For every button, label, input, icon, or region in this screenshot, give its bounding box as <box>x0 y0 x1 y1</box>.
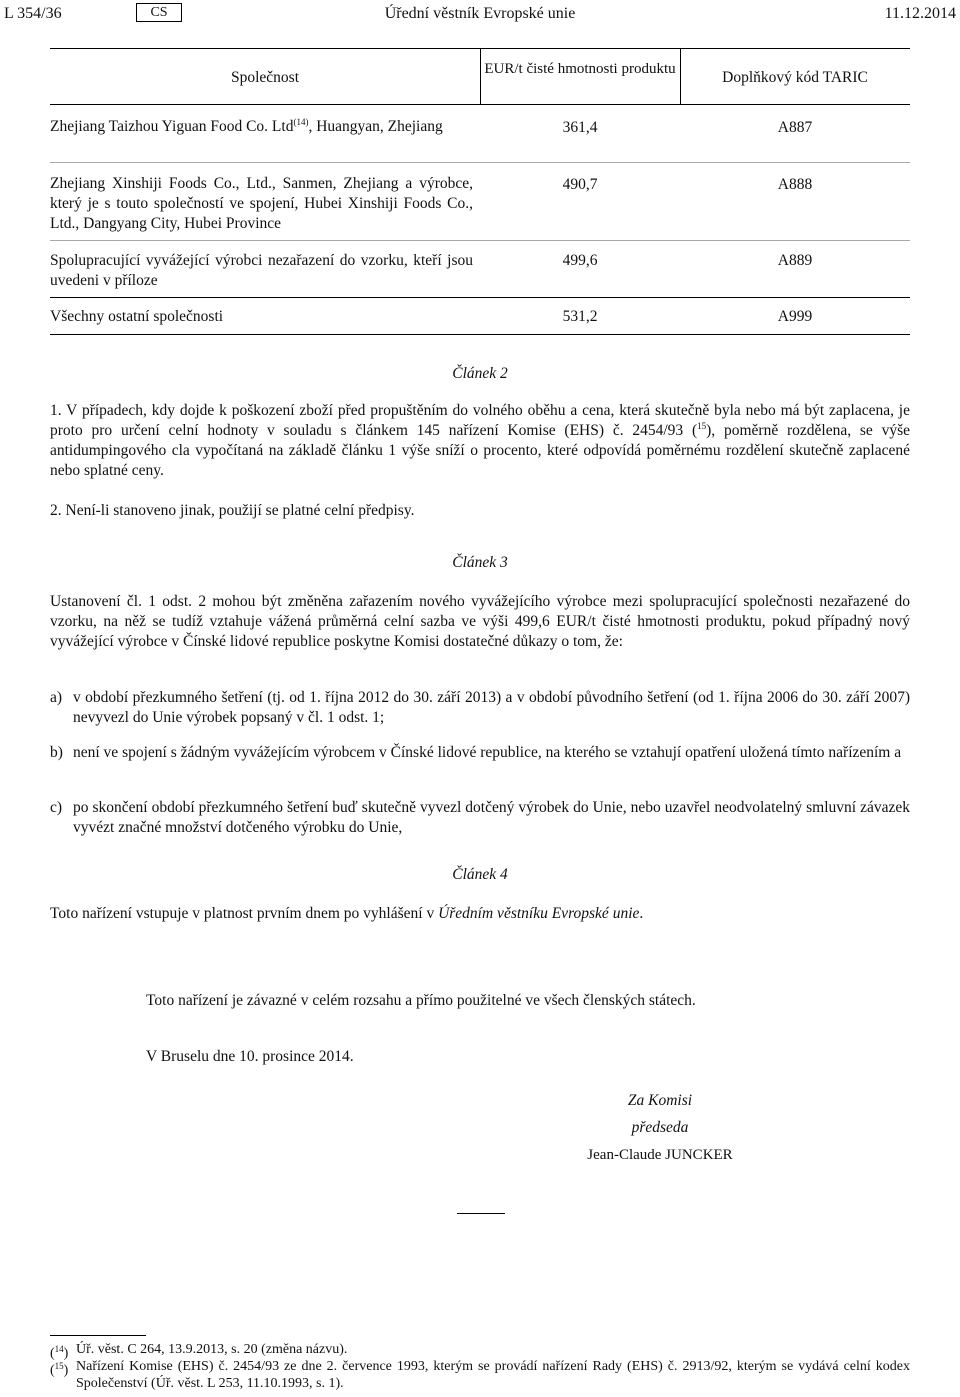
article-2-paragraph-2: 2. Není-li stanoveno jinak, použijí se platné celní předpisy. <box>50 502 415 519</box>
column-divider <box>680 48 681 104</box>
table-header-rule <box>50 104 910 105</box>
list-item: není ve spojení s žádným vyvážejícím výrobcem v Čínské lidové republice, na kterého se vztahují opatření uložená tímto nařízením a <box>73 744 902 761</box>
page-reference: L 354/36 <box>4 5 62 22</box>
language-code-badge: CS <box>136 3 182 22</box>
signatory-name: Jean-Claude JUNCKER <box>587 1147 733 1163</box>
row-rule <box>50 240 910 241</box>
taric-code: A999 <box>777 308 813 325</box>
column-header-duty: EUR/t čisté hmotnosti produktu <box>484 61 676 77</box>
taric-code: A888 <box>777 176 813 193</box>
place-and-date: V Bruselu dne 10. prosince 2014. <box>146 1048 354 1065</box>
list-item: v období přezkumného šetření (tj. od 1. října 2012 do 30. září 2013) a v období původního šetření (od 1. října 2006 do 30. září 2007) nevyvezl do Unie výrobek popsaný v čl. 1 odst. 1; <box>73 689 910 726</box>
company-name: Zhejiang Taizhou Yiguan Food Co. Ltd$^{(14)}$, Huangyan, Zhejiang <box>50 117 443 135</box>
list-item-label: a) <box>50 689 63 706</box>
duty-value: 490,7 <box>562 176 598 193</box>
article-3-intro: Ustanovení čl. 1 odst. 2 mohou být změněna zařazením nového vyvážejícího výrobce mezi spolupracující společnosti nezařazené do vzorku, na něž se tudíž vztahuje vážená průměrná celní sazba ve výši 499,6 EUR/t čisté hmotnosti produktu, pokud případný nový vyvážející výrobce v Čínské lidové republice poskytne Komisi dostatečné důkazy o tom, že: <box>50 593 910 650</box>
company-name: Všechny ostatní společnosti <box>50 308 224 325</box>
taric-code: A889 <box>777 252 813 269</box>
footnote-text: Úř. věst. C 264, 13.9.2013, s. 20 (změna názvu). <box>76 1342 348 1357</box>
footnote-ref: ($^{14}$) <box>50 1344 69 1361</box>
journal-title: Úřední věstník Evropské unie <box>384 5 576 22</box>
list-item-label: b) <box>50 744 63 761</box>
article-4-title: Článek 4 <box>452 866 508 883</box>
table-bottom-rule <box>50 334 910 335</box>
publication-date: 11.12.2014 <box>884 5 956 22</box>
article-2-paragraph-1: 1. V případech, kdy dojde k poškození zboží před propuštěním do volného oběhu a cena, která skutečně byla nebo má být zaplacena, je proto pro určení celní hodnoty v souladu s článkem 145 nařízení Komise (EHS) č. 2454/93 ($^{15}$), poměrně rozdělena, se výše antidumpingového cla vypočítaná na základě článku 1 výše sníží o procento, které odpovídá poměrnému rozdělení skutečně zaplacené nebo splatné ceny. <box>50 402 911 479</box>
signature-for: Za Komisi <box>627 1092 693 1109</box>
footnote-text: Nařízení Komise (EHS) č. 2454/93 ze dne 2. července 1993, kterým se provádí nařízení Rady (EHS) č. 2913/92, kterým se vydává celní kodex Společenství (Úř. věst. L 253, 11.10.1993, s. 1). <box>76 1359 910 1391</box>
list-item-label: c) <box>50 799 63 816</box>
taric-code: A887 <box>777 119 813 136</box>
end-rule <box>457 1213 505 1214</box>
signature-role: předseda <box>631 1119 689 1136</box>
row-rule <box>50 297 910 298</box>
footnote-ref: ($^{15}$) <box>50 1361 69 1378</box>
duty-value: 531,2 <box>562 308 598 325</box>
company-name: Zhejiang Xinshiji Foods Co., Ltd., Sanmen, Zhejiang a výrobce, který je s touto společností ve spojení, Hubei Xinshiji Foods Co., Ltd., Dangyang City, Hubei Province <box>50 175 473 232</box>
column-divider <box>480 48 481 104</box>
column-header-taric: Doplňkový kód TARIC <box>722 69 868 86</box>
duty-value: 499,6 <box>562 252 598 269</box>
footnote-separator <box>50 1335 146 1336</box>
article-3-title: Článek 3 <box>452 554 508 571</box>
row-rule <box>50 162 910 163</box>
list-item: po skončení období přezkumného šetření buď skutečně vyvezl dotčený výrobek do Unie, nebo uzavřel neodvolatelný smluvní závazek vyvézt značné množství dotčeného výrobku do Unie, <box>73 799 910 836</box>
company-name: Spolupracující vyvážející výrobci nezařazení do vzorku, kteří jsou uvedeni v příloze <box>50 252 473 289</box>
binding-statement: Toto nařízení je závazné v celém rozsahu a přímo použitelné ve všech členských státech. <box>146 992 696 1009</box>
column-header-company: Společnost <box>230 69 300 86</box>
article-4-text: Toto nařízení vstupuje v platnost prvním dnem po vyhlášení v Úředním věstníku Evropské unie. <box>50 905 644 922</box>
duty-value: 361,4 <box>562 119 598 136</box>
article-2-title: Článek 2 <box>452 365 508 382</box>
